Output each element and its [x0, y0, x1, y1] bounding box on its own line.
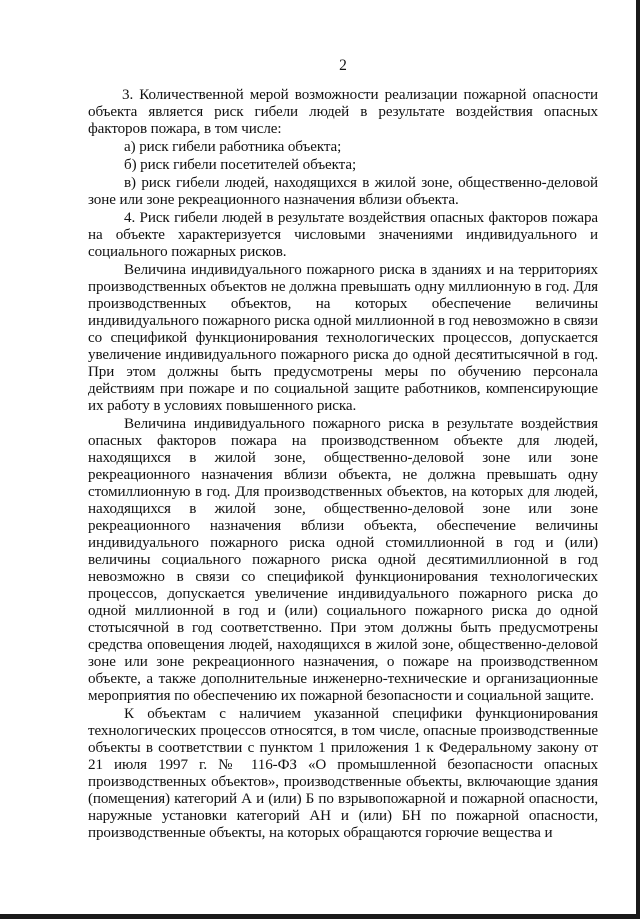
document-body: [88, 87, 598, 843]
list-item-b: б) риск гибели посетителей объекта;: [124, 157, 357, 173]
list-item-c: в) риск гибели людей, находящихся в жилой зоне, общественно-деловой зоне или зоне рекреационного назначения вблизи объекта.: [88, 175, 598, 208]
paragraph-individual-risk: Величина индивидуального пожарного риска в зданиях и на территориях производственных объектов не должна превышать одну миллионную в год. Для производственных объектов, на которых обеспечение величины индивидуального пожарного риска одной миллионной в год невозможно в связи со спецификой функционирования технологических процессов, допускается увеличение индивидуального пожарного риска до одной десятитысячной в год. При этом должны быть предусмотрены меры по обучению персонала действиям при пожаре и по социальной защите работников, компенсирующие их работу в условиях повышенного риска.: [88, 262, 599, 414]
list-item-a: а) риск гибели работника объекта;: [124, 139, 342, 155]
paragraph-specific-objects: К объектам с наличием указанной специфики функционирования технологических процессов относятся, в том числе, опасные производственные объекты в соответствии с пунктом 1 приложения 1 к Федеральному закону от 21 июля 1997 г. № 116-ФЗ «О промышленной безопасности опасных производственных объектов», производственные объекты, включающие здания (помещения) категорий А и (или) Б по взрывопожарной и пожарной опасности, наружные установки категорий АН и (или) БН по пожарной опасности, производственные объекты, на которых обращаются горючие вещества и: [88, 706, 598, 841]
paragraph-item-4: 4. Риск гибели людей в результате воздействия опасных факторов пожара на объекте характеризуется числовыми значениями индивидуального и социального пожарных рисков.: [88, 210, 598, 260]
paragraph-residential-zone-risk: Величина индивидуального пожарного риска в результате воздействия опасных факторов пожара на производственном объекте для людей, находящихся в жилой зоне, общественно-деловой зоне или зоне рекреационного назначения вблизи объекта, не должна превышать одну стомиллионную в год. Для производственных объектов, на которых для людей, находящихся в жилой зоне, общественно-деловой зоне или зоне рекреационного назначения вблизи объекта, обеспечение величины индивидуального пожарного риска одной стомиллионной в год и (или) величины социального пожарного риска одной десятимиллионной в год невозможно в связи со спецификой функционирования технологических процессов, допускается увеличение индивидуального пожарного риска до одной миллионной в год и (или) социального пожарного риска до одной стотысячной в год соответственно. При этом должны быть предусмотрены средства оповещения людей, находящихся в жилой зоне, общественно-деловой зоне или зоне рекреационного назначения, о пожаре на производственном объекте, а также дополнительные инженерно-технические и организационные мероприятия по обеспечению их пожарной безопасности и социальной защите.: [88, 416, 598, 704]
paragraph-item-3: 3. Количественной мерой возможности реализации пожарной опасности объекта является риск гибели людей в результате воздействия опасных факторов пожара, в том числе:: [88, 87, 598, 137]
page-number: 2: [339, 57, 347, 74]
